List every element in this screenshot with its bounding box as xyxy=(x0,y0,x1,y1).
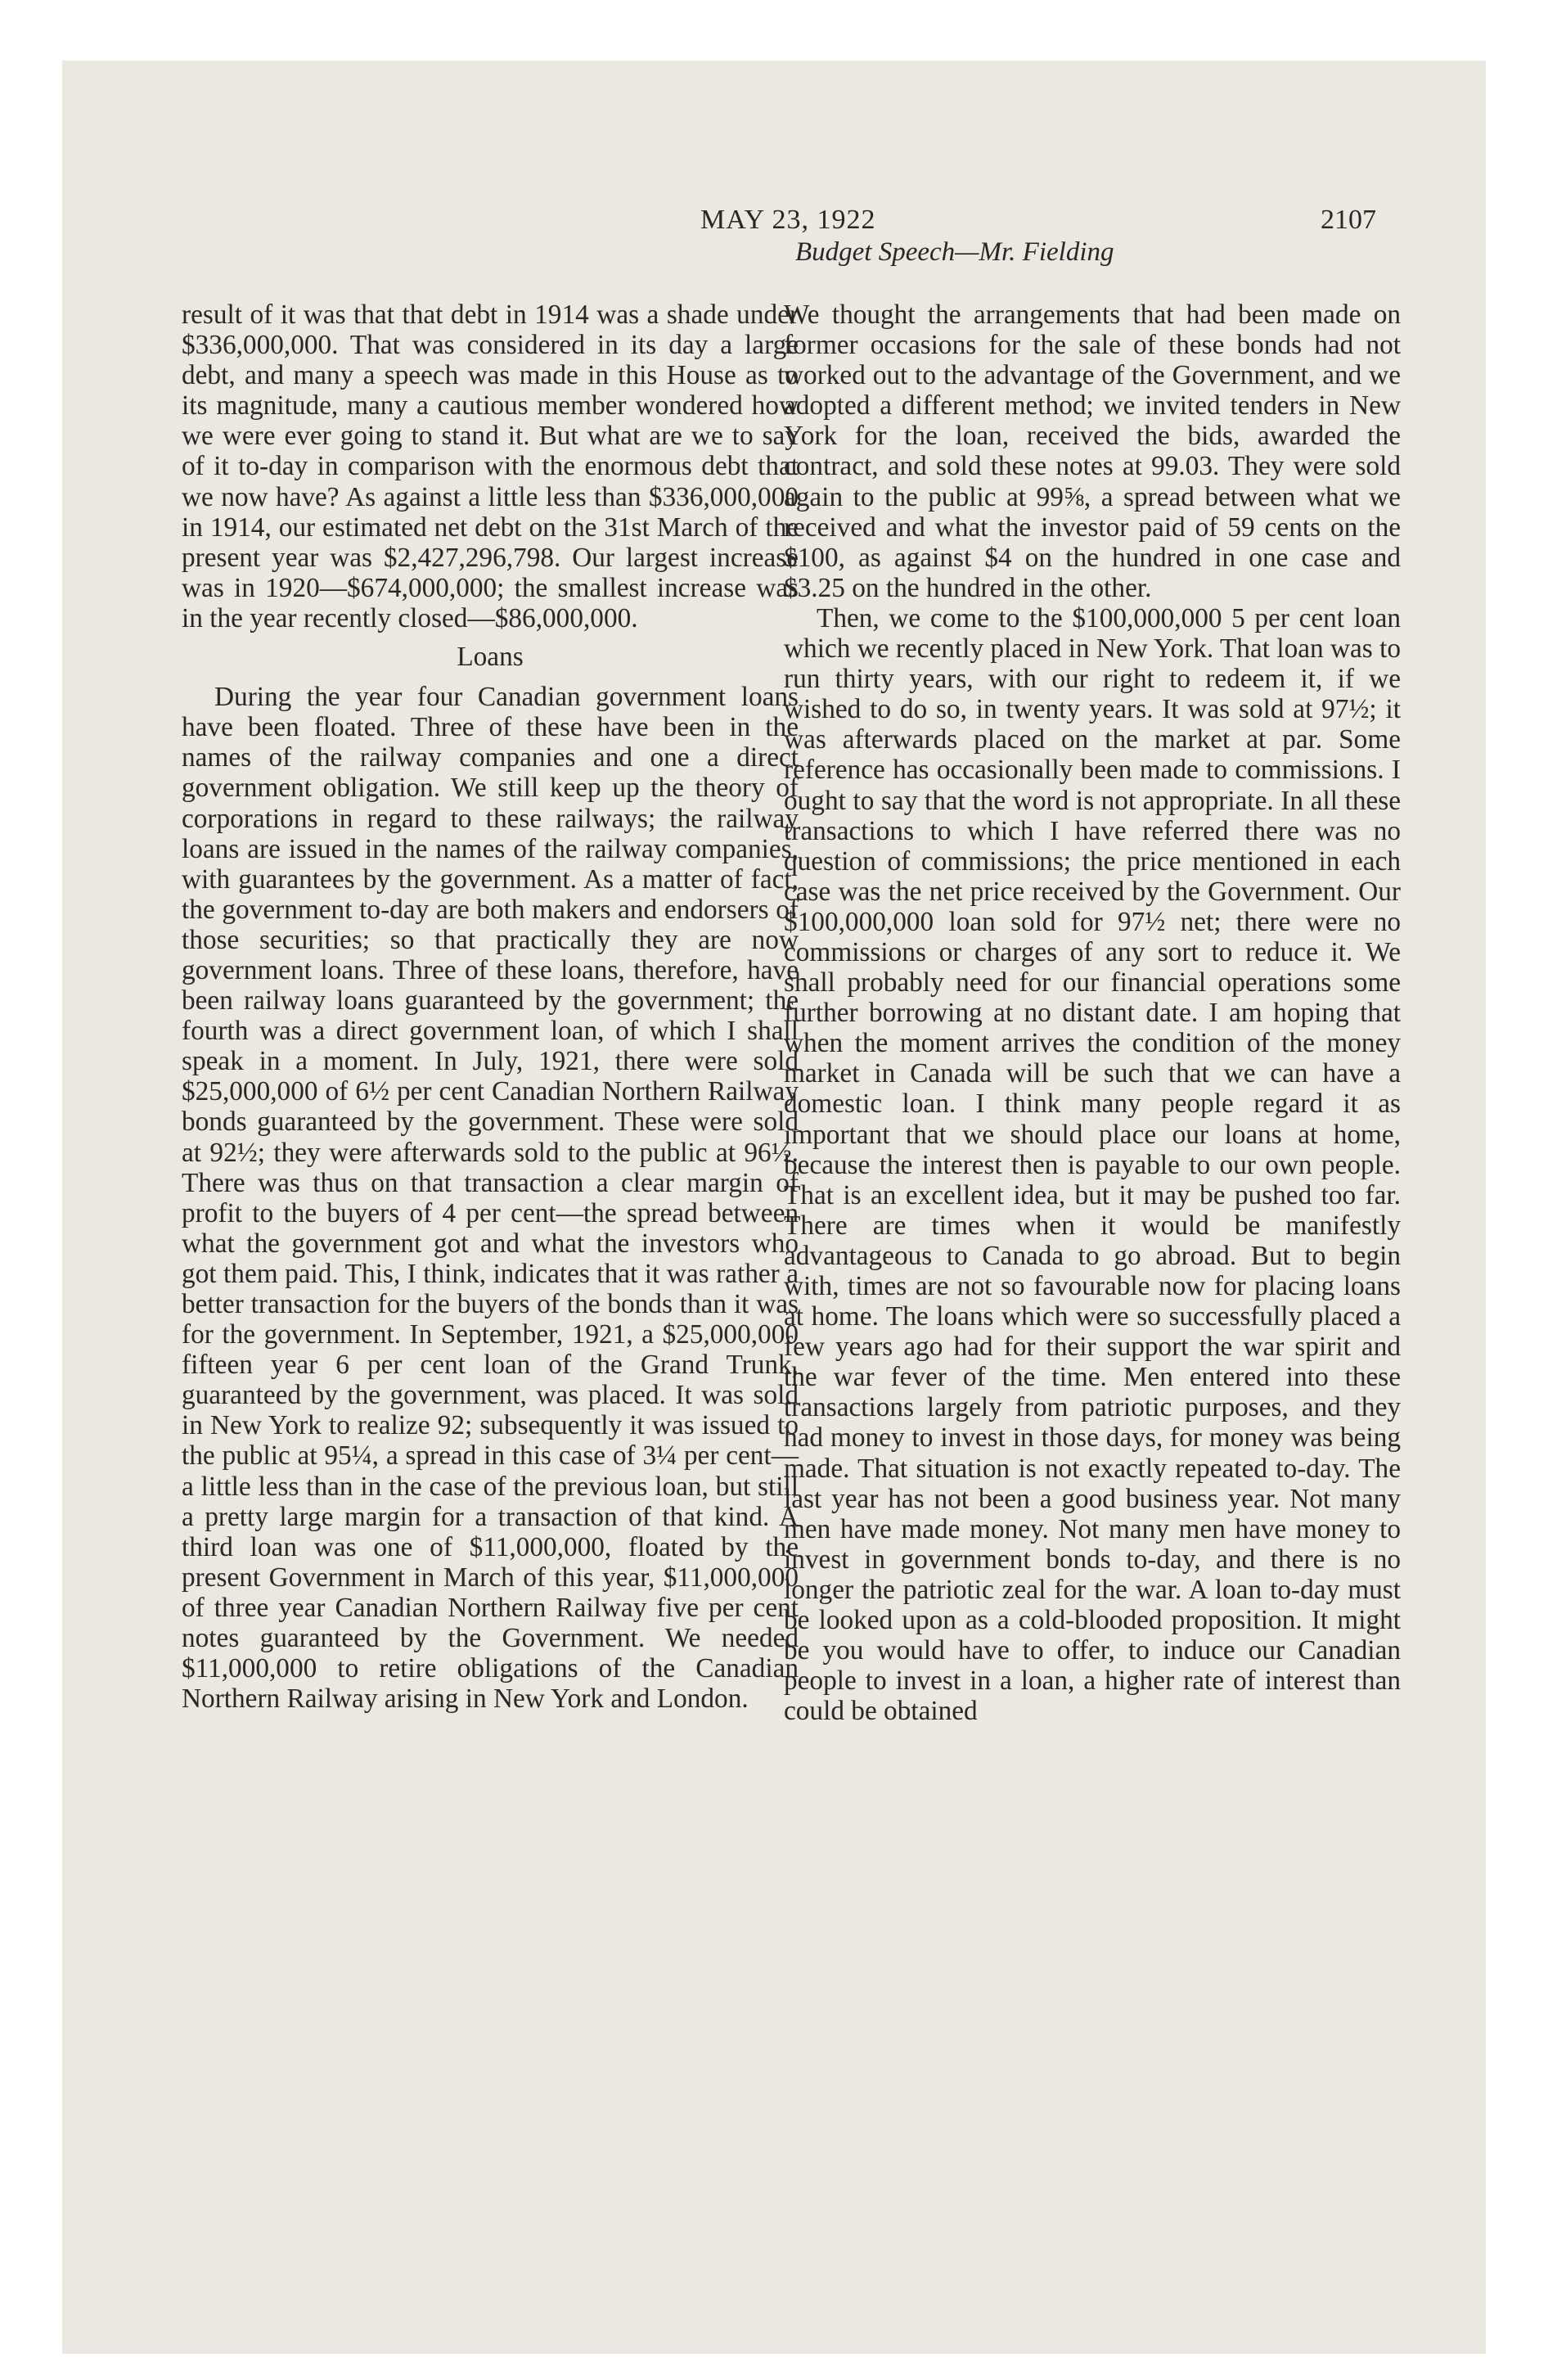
section-heading-loans: Loans xyxy=(457,642,524,673)
header-date: MAY 23, 1922 xyxy=(700,205,876,235)
scanned-page xyxy=(62,61,1486,2354)
page-number: 2107 xyxy=(1321,205,1376,235)
header-subtitle: Budget Speech—Mr. Fielding xyxy=(795,237,1114,267)
right-paragraph-1: We thought the arrangements that had been made on former occasions for the sale of these bonds had not worked out to the advantage of the Government, and we adopted a different method; we invited tenders in New York for the loan, received the bids, awarded the contract, and sold these notes at 99.03. They were sold again to the public at 99⅝, a spread between what we received and what the investor paid of 59 cents on the $100, as against $4 on the hundred in one case and $3.25 on the hundred in the other. xyxy=(784,300,1401,603)
left-column xyxy=(182,300,799,1714)
left-paragraph-1: result of it was that that debt in 1914 was a shade under $336,000,000. That was considered in its day a large debt, and many a speech was made in this House as to its magnitude, many a cautious member wondered how we were ever going to stand it. But what are we to say of it to-day in comparison with the enormous debt that we now have? As against a little less than $336,000,000 in 1914, our estimated net debt on the 31st March of the present year was $2,427,296,798. Our largest increase was in 1920—$674,000,000; the smallest increase was in the year recently closed—$86,000,000. xyxy=(182,300,799,633)
page-header xyxy=(62,142,1486,267)
left-paragraph-2: During the year four Canadian government loans have been floated. Three of these have been in the names of the railway companies and one a direct government obligation. We still keep up the theory of corporations in regard to these railways; the railway loans are issued in the names of the railway companies, with guarantees by the government. As a matter of fact, the government to-day are both makers and endorsers of those securities; so that practically they are now government loans. Three of these loans, therefore, have been railway loans guaranteed by the government; the fourth was a direct government loan, of which I shall speak in a moment. In July, 1921, there were sold $25,000,000 of 6½ per cent Canadian Northern Railway bonds guaranteed by the government. These were sold at 92½; they were afterwards sold to the public at 96½. There was thus on that transaction a clear margin of profit to the buyers of 4 per cent—the spread between what the government got and what the investors who got them paid. This, I think, indicates that it was rather a better transaction for the buyers of the bonds than it was for the government. In September, 1921, a $25,000,000 fifteen year 6 per cent loan of the Grand Trunk, guaranteed by the government, was placed. It was sold in New York to realize 92; subsequently it was issued to the public at 95¼, a spread in this case of 3¼ per cent—a little less than in the case of the previous loan, but still a pretty large margin for a transaction of that kind. A third loan was one of $11,000,000, floated by the present Government in March of this year, $11,000,000 of three year Canadian Northern Railway five per cent notes guaranteed by the Government. We needed $11,000,000 to retire obligations of the Canadian Northern Railway arising in New York and London. xyxy=(182,682,799,1715)
right-column xyxy=(784,300,1401,1726)
right-paragraph-2: Then, we come to the $100,000,000 5 per cent loan which we recently placed in New York. That loan was to run thirty years, with our right to redeem it, if we wished to do so, in twenty years. It was sold at 97½; it was afterwards placed on the market at par. Some reference has occasionally been made to commissions. I ought to say that the word is not appropriate. In all these transactions to which I have referred there was no question of commissions; the price mentioned in each case was the net price received by the Government. Our $100,000,000 loan sold for 97½ net; there were no commissions or charges of any sort to reduce it. We shall probably need for our financial operations some further borrowing at no distant date. I am hoping that when the moment arrives the condition of the money market in Canada will be such that we can have a domestic loan. I think many people regard it as important that we should place our loans at home, because the interest then is payable to our own people. That is an excellent idea, but it may be pushed too far. There are times when it would be manifestly advantageous to Canada to go abroad. But to begin with, times are not so favourable now for placing loans at home. The loans which were so successfully placed a few years ago had for their support the war spirit and the war fever of the time. Men entered into these transactions largely from patriotic purposes, and they had money to invest in those days, for money was being made. That situation is not exactly repeated to-day. The last year has not been a good business year. Not many men have made money. Not many men have money to invest in government bonds to-day, and there is no longer the patriotic zeal for the war. A loan to-day must be looked upon as a cold-blooded proposition. It might be you would have to offer, to induce our Canadian people to invest in a loan, a higher rate of interest than could be obtained xyxy=(784,602,1401,1727)
